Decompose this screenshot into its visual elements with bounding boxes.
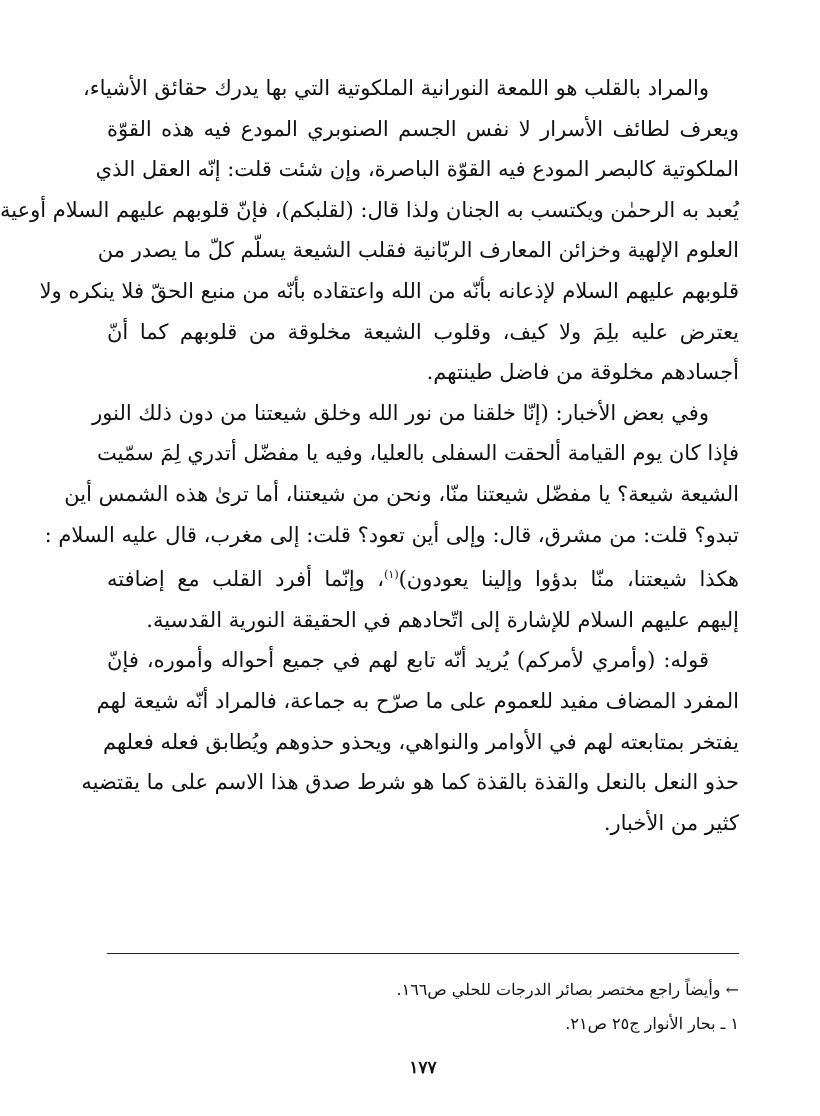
text-line: قوله: (وأمري لأمركم) يُريد أنّه تابع لهم في جميع أحواله وأموره، فإنّ <box>107 648 709 673</box>
footnote-1: ١ ـ بحار الأنوار ج٢٥ ص٢١. <box>565 1014 739 1033</box>
footnote-reference[interactable]: (١) <box>384 568 399 582</box>
text-line: فإذا كان يوم القيامة ألحقت السفلى بالعليا، وفيه يا مفضّل أتدري لِمَ سمّيت <box>96 441 739 466</box>
text-line: ويعرف لطائف الأسرار لا نفس الجسم الصنوبري المودع فيه هذه القوّة <box>107 116 739 141</box>
paragraph-3 <box>81 640 739 843</box>
text-line: تبدو؟ قلت: من مشرق، قال: وإلى أين تعود؟ قلت: إلى مغرب، قال عليه السلام : <box>44 522 739 547</box>
text-line: يفتخر بمتابعته لهم في الأوامر والنواهي، ويحذو حذوهم ويُطابق فعله فعلهم <box>103 729 739 754</box>
quote-continuation: ، وإنّما أفرد القلب مع إضافته <box>107 567 385 592</box>
text-line: يعترض عليه بلِمَ ولا كيف، وقلوب الشيعة مخلوقة من قلوبهم كما أنّ <box>107 319 739 344</box>
text-line: إليهم عليهم السلام للإشارة إلى اتّحادهم في الحقيقة النورية القدسية. <box>146 607 739 632</box>
text-line: قلوبهم عليهم السلام لإذعانه بأنّه من الله واعتقاده بأنّه من منبع الحقّ فلا ينكره ولا <box>39 278 739 303</box>
page-number: ١٧٧ <box>409 1058 437 1078</box>
text-line: المفرد المضاف مفيد للعموم على ما صرّح به جماعة، فالمراد أنّه شيعة لهم <box>96 688 739 713</box>
paragraph-2 <box>44 393 739 641</box>
text-line: العلوم الإلهية وخزائن المعارف الربّانية فقلب الشيعة يسلّم كلّ ما يصدر من <box>97 238 739 263</box>
text-line: الشيعة شيعة؟ يا مفضّل شيعتنا منّا، ونحن من شيعتنا، أما ترىٰ هذه الشمس أين <box>64 481 739 506</box>
footnotes <box>107 973 739 1041</box>
text-line: حذو النعل بالنعل والقذة بالقذة كما هو شرط صدق هذا الاسم على ما يقتضيه <box>81 770 739 795</box>
paragraph-1 <box>0 68 739 393</box>
text-line <box>107 555 739 600</box>
book-page <box>0 68 739 1098</box>
text-line: يُعبد به الرحمٰن ويكتسب به الجنان ولذا قال: (لقلبكم)، فإنّ قلوبهم عليهم السلام أوعية <box>0 197 739 222</box>
footnote-continuation: ← وأيضاً راجع مختصر بصائر الدرجات للحلي ص١٦٦. <box>396 980 739 999</box>
text-line: وفي بعض الأخبار: (إنّا خلقنا من نور الله وخلق شيعتنا من دون ذلك النور <box>92 400 709 425</box>
text-line: كثير من الأخبار. <box>603 810 739 835</box>
footnote-divider <box>107 953 739 954</box>
text-line: الملكوتية كالبصر المودع فيه القوّة الباصرة، وإن شئت قلت: إنّه العقل الذي <box>95 157 739 182</box>
text-line: أجسادهم مخلوقة من فاضل طينتهم. <box>426 360 739 385</box>
quote-text: هكذا شيعتنا، منّا بدؤوا وإلينا يعودون) <box>398 567 739 592</box>
text-line: والمراد بالقلب هو اللمعة النورانية الملكوتية التي بها يدرك حقائق الأشياء، <box>82 76 709 100</box>
